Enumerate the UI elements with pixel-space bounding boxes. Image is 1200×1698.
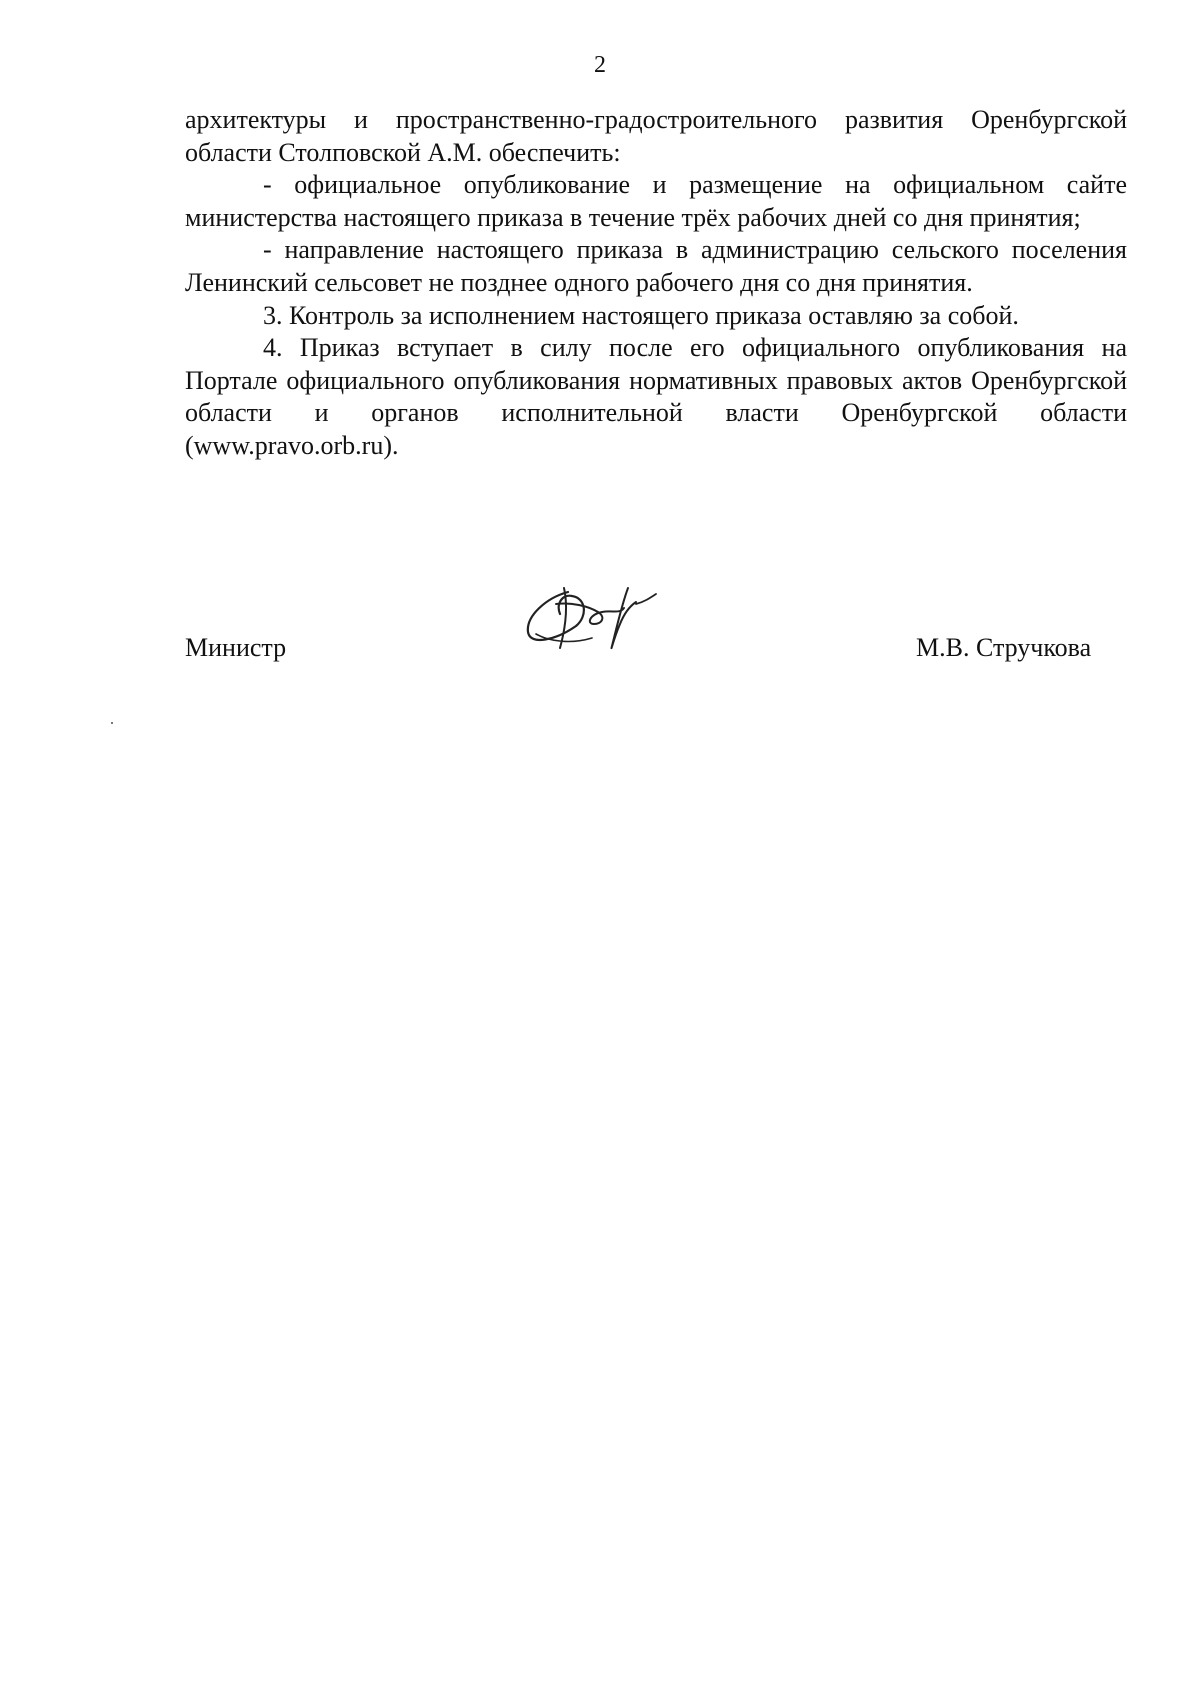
- scan-speck: [111, 722, 113, 724]
- paragraph-continuation: архитектуры и пространственно-градостроительного развития Оренбургской области Столповской А.М. обеспечить:: [185, 105, 1127, 167]
- paragraph-control-clause: 3. Контроль за исполнением настоящего приказа оставляю за собой.: [263, 300, 1019, 330]
- paragraph-effective-clause: 4. Приказ вступает в силу после его официального опубликования на Портале официального опубликования нормативных правовых актов Оренбургской области и органов исполнительной власти Оренбургской области (www.pravo.orb.ru).: [185, 333, 1127, 460]
- paragraph-direction-item: - направление настоящего приказа в администрацию сельского поселения Ленинский сельсовет не позднее одного рабочего дня со дня принятия.: [185, 235, 1127, 297]
- document-body: [185, 104, 1127, 463]
- signatory-role: Министр: [185, 633, 287, 662]
- signatory-name: М.В. Стручкова: [916, 633, 1092, 662]
- paragraph-publication-item: - официальное опубликование и размещение на официальном сайте министерства настоящего приказа в течение трёх рабочих дней со дня принятия;: [185, 170, 1127, 232]
- handwritten-signature: [516, 568, 686, 668]
- page-number: 2: [594, 52, 606, 78]
